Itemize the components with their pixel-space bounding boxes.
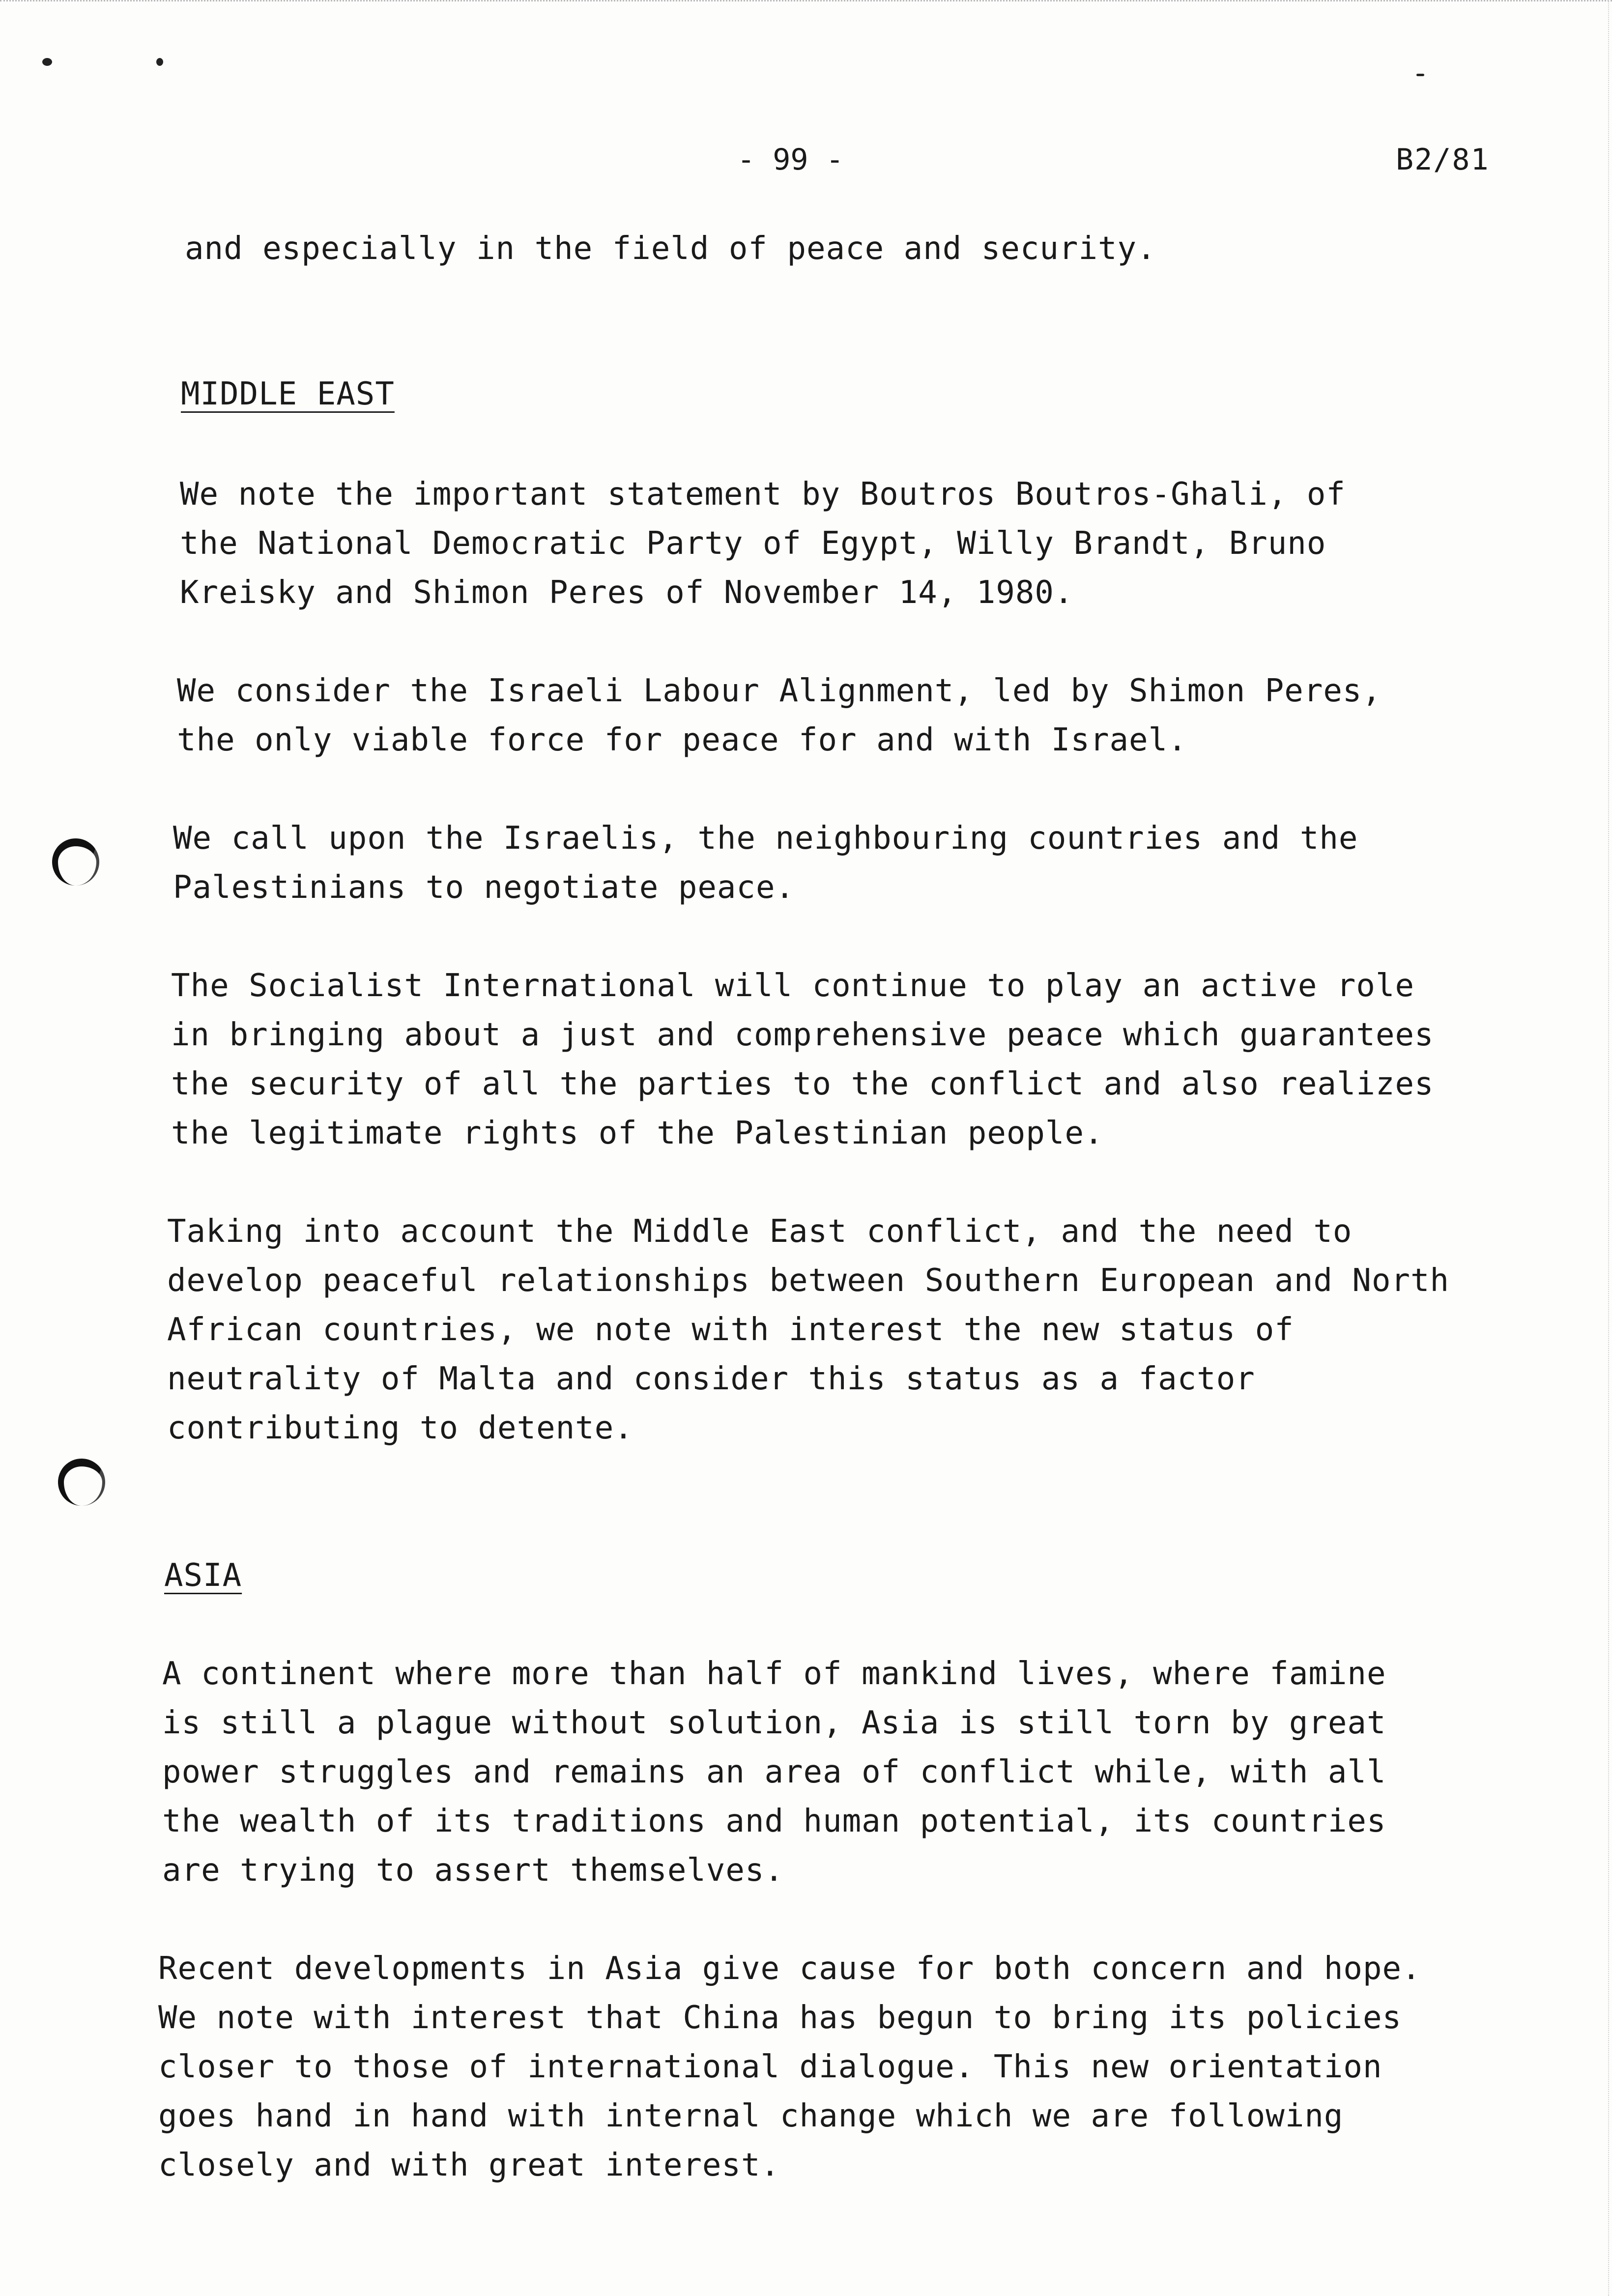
paragraph	[171, 961, 1508, 1158]
text-line: African countries, we note with interest the new status of	[167, 1312, 1294, 1348]
punch-hole-upper	[52, 838, 99, 886]
text-line: the National Democratic Party of Egypt, Willy Brandt, Bruno	[180, 525, 1326, 562]
text-line: the security of all the parties to the conflict and also realizes	[171, 1066, 1434, 1102]
text-line: is still a plague without solution, Asia is still torn by great	[162, 1705, 1386, 1741]
section-heading-asia: ASIA	[164, 1557, 242, 1594]
text-line: develop peaceful relationships between Southern European and North	[167, 1263, 1450, 1299]
text-line: Taking into account the Middle East conflict, and the need to	[167, 1213, 1353, 1250]
paragraph	[173, 814, 1510, 912]
text-line: the only viable force for peace for and with Israel.	[177, 722, 1187, 758]
text-line: in bringing about a just and comprehensive peace which guarantees	[171, 1017, 1434, 1053]
scan-top-edge	[0, 0, 1612, 8]
scan-speck	[42, 58, 52, 66]
paragraph	[180, 470, 1517, 617]
text-line: Kreisky and Shimon Peres of November 14, 1980.	[180, 574, 1074, 611]
text-line: A continent where more than half of mankind lives, where famine	[162, 1656, 1386, 1692]
text-line: We call upon the Israelis, the neighbouring countries and the	[173, 820, 1358, 857]
scan-speck	[1416, 74, 1424, 76]
text-line: power struggles and remains an area of conflict while, with all	[162, 1754, 1386, 1790]
paragraph	[158, 1944, 1495, 2190]
paragraph	[177, 666, 1514, 765]
text-line: and especially in the field of peace and security.	[185, 230, 1156, 267]
text-line: contributing to detente.	[167, 1410, 633, 1446]
text-line: closely and with great interest.	[158, 2147, 780, 2183]
document-reference: B2/81	[1396, 143, 1490, 177]
text-line: the legitimate rights of the Palestinian people.	[171, 1115, 1104, 1151]
text-line: goes hand in hand with internal change which we are following	[158, 2098, 1344, 2134]
paragraph	[167, 1207, 1504, 1453]
scan-speck	[156, 58, 163, 66]
text-line: We consider the Israeli Labour Alignment, led by Shimon Peres,	[177, 673, 1382, 709]
scan-right-edge	[1607, 0, 1609, 2296]
text-line: The Socialist International will continue to play an active role	[171, 968, 1414, 1004]
paragraph	[162, 1649, 1499, 1895]
text-line: closer to those of international dialogue. This new orientation	[158, 2049, 1382, 2085]
intro-line	[185, 224, 1522, 273]
punch-hole-lower	[58, 1459, 105, 1506]
text-line: the wealth of its traditions and human potential, its countries	[162, 1803, 1386, 1839]
text-line: We note the important statement by Boutros Boutros-Ghali, of	[180, 476, 1346, 513]
text-line: are trying to assert themselves.	[162, 1852, 784, 1889]
text-line: Recent developments in Asia give cause for both concern and hope.	[158, 1951, 1421, 1987]
text-line: neutrality of Malta and consider this status as a factor	[167, 1361, 1255, 1397]
text-line: Palestinians to negotiate peace.	[173, 869, 795, 906]
text-line: We note with interest that China has begun to bring its policies	[158, 2000, 1402, 2036]
section-heading-middle-east: MIDDLE EAST	[181, 376, 395, 412]
page-number: - 99 -	[737, 143, 844, 177]
